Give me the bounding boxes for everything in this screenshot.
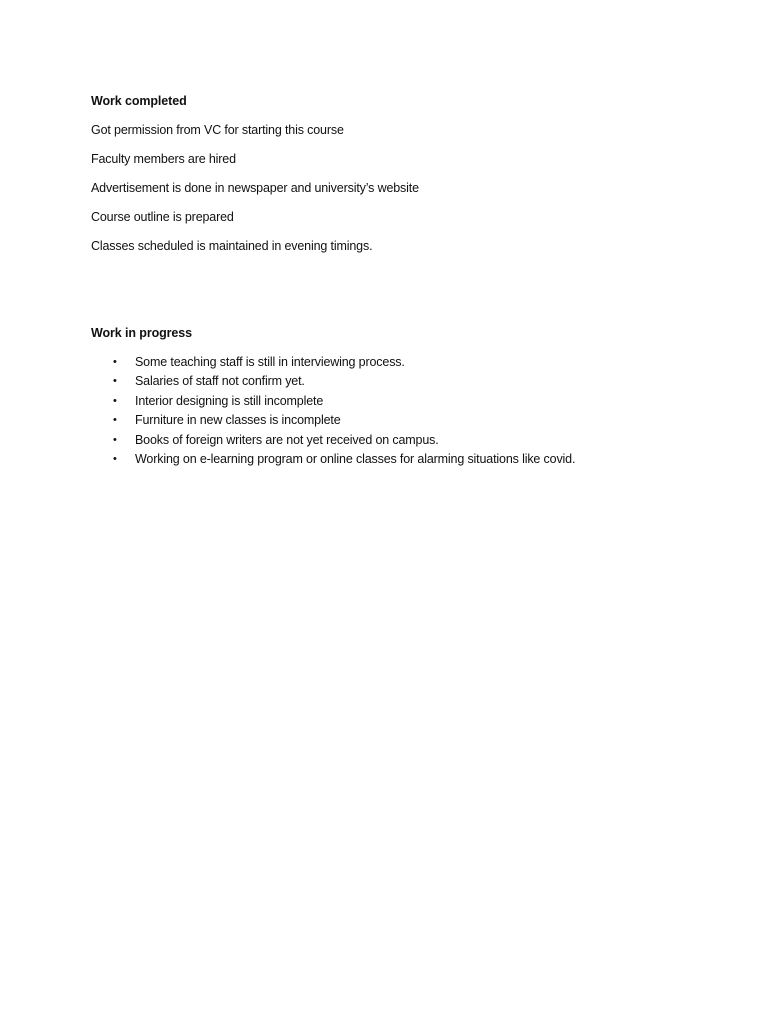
completed-item: Faculty members are hired	[91, 152, 236, 166]
list-item-text: Some teaching staff is still in interviewing process.	[135, 355, 405, 369]
list-item	[91, 451, 711, 470]
list-item	[91, 393, 711, 412]
completed-item: Got permission from VC for starting this course	[91, 123, 344, 137]
bullet-icon: •	[113, 414, 117, 427]
list-item-text: Salaries of staff not confirm yet.	[135, 374, 305, 389]
completed-item: Course outline is prepared	[91, 210, 234, 224]
work-in-progress-section	[91, 325, 711, 470]
list-item	[91, 354, 711, 373]
list-item-text: Interior designing is still incomplete	[135, 393, 324, 408]
bullet-icon: •	[113, 452, 117, 465]
bullet-icon: •	[113, 394, 117, 407]
list-item-text: Furniture in new classes is incomplete	[135, 413, 341, 428]
list-item	[91, 432, 711, 451]
completed-item: Advertisement is done in newspaper and university’s website	[91, 181, 419, 195]
list-item	[91, 412, 711, 431]
bullet-icon: •	[113, 375, 117, 388]
list-item	[91, 373, 711, 392]
work-in-progress-heading: Work in progress	[91, 326, 192, 340]
bullet-icon: •	[113, 356, 117, 368]
completed-item: Classes scheduled is maintained in evening timings.	[91, 239, 373, 253]
list-item-text: Books of foreign writers are not yet received on campus.	[135, 432, 439, 447]
bullet-icon: •	[113, 433, 117, 446]
progress-list	[91, 354, 711, 470]
work-completed-heading: Work completed	[91, 94, 187, 108]
list-item-text: Working on e-learning program or online classes for alarming situations like covid.	[135, 451, 576, 466]
work-completed-section	[91, 93, 711, 267]
